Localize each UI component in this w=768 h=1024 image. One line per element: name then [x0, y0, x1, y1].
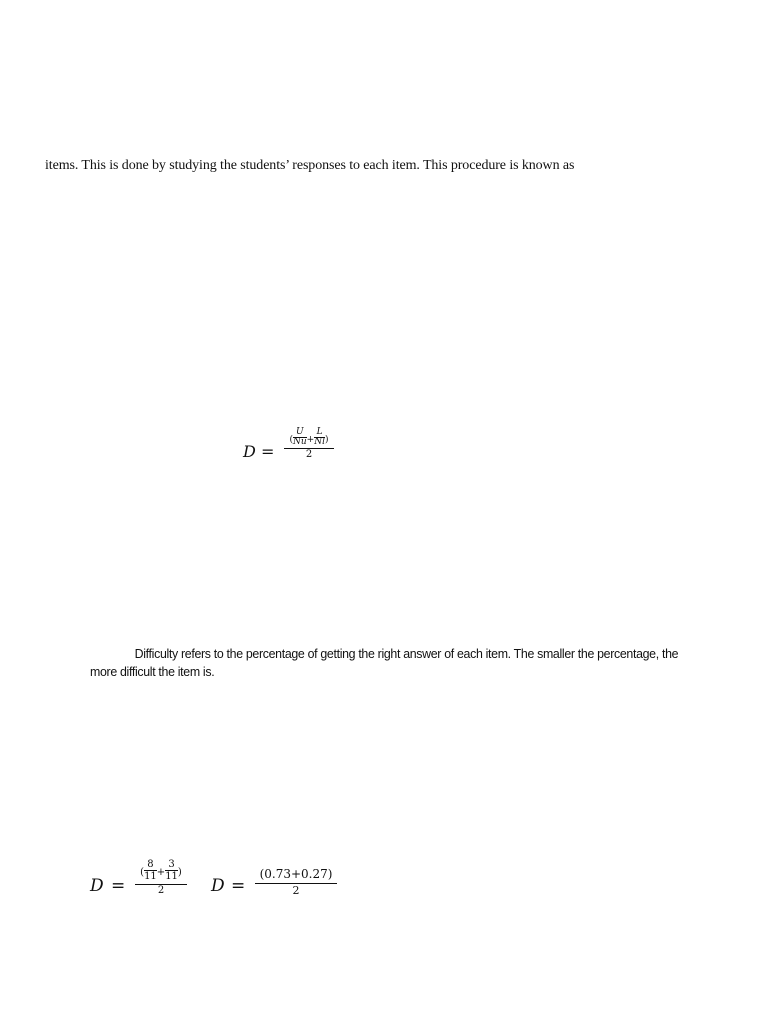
formula-fraction: [255, 867, 337, 897]
formula-lhs: D: [243, 442, 256, 461]
formula-lhs: D: [211, 876, 225, 896]
formula-numerator: (0.73+0.27): [259, 867, 333, 881]
formula-fraction: [135, 859, 187, 896]
nu-symbol: Nu: [293, 437, 307, 447]
numerator-3: 3: [168, 859, 175, 870]
numerator-8: 8: [147, 859, 154, 870]
denominator-11: 11: [165, 871, 178, 882]
difficulty-paragraph: [90, 645, 685, 681]
formula-equals: =: [111, 876, 126, 896]
paragraph-line-1: Difficulty refers to the percentage of getting the right answer of each item. The smaller the percentage, the: [134, 646, 679, 661]
paragraph-line-2: more difficult the item is.: [90, 664, 215, 679]
l-symbol: L: [316, 427, 323, 437]
worked-formula-decimals: [211, 867, 341, 907]
formula-equals: =: [231, 876, 246, 896]
formula-denominator: 2: [305, 449, 313, 460]
formula-fraction: [284, 427, 334, 460]
formula-numerator: ( $\frac{8}{11}$ + $\frac{3}{11}$ ): [140, 859, 182, 882]
worked-formula-fractions: [90, 859, 190, 907]
denominator-11: 11: [144, 871, 157, 882]
formula-lhs: D: [90, 876, 104, 896]
formula-equals: =: [261, 442, 275, 461]
nl-symbol: Nl: [314, 437, 325, 447]
u-symbol: U: [296, 427, 304, 437]
body-text-line: items. This is done by studying the students’ responses to each item. This procedure is known as: [45, 158, 575, 173]
plus-sign: +: [306, 435, 315, 445]
plus-sign: +: [156, 867, 166, 878]
formula-denominator: 2: [292, 884, 300, 897]
formula-denominator: 2: [157, 885, 165, 896]
difficulty-formula: [243, 427, 343, 471]
formula-numerator: ( $\frac{U}{Nu}$ + $\frac{L}{Nl}$ ): [289, 427, 329, 447]
